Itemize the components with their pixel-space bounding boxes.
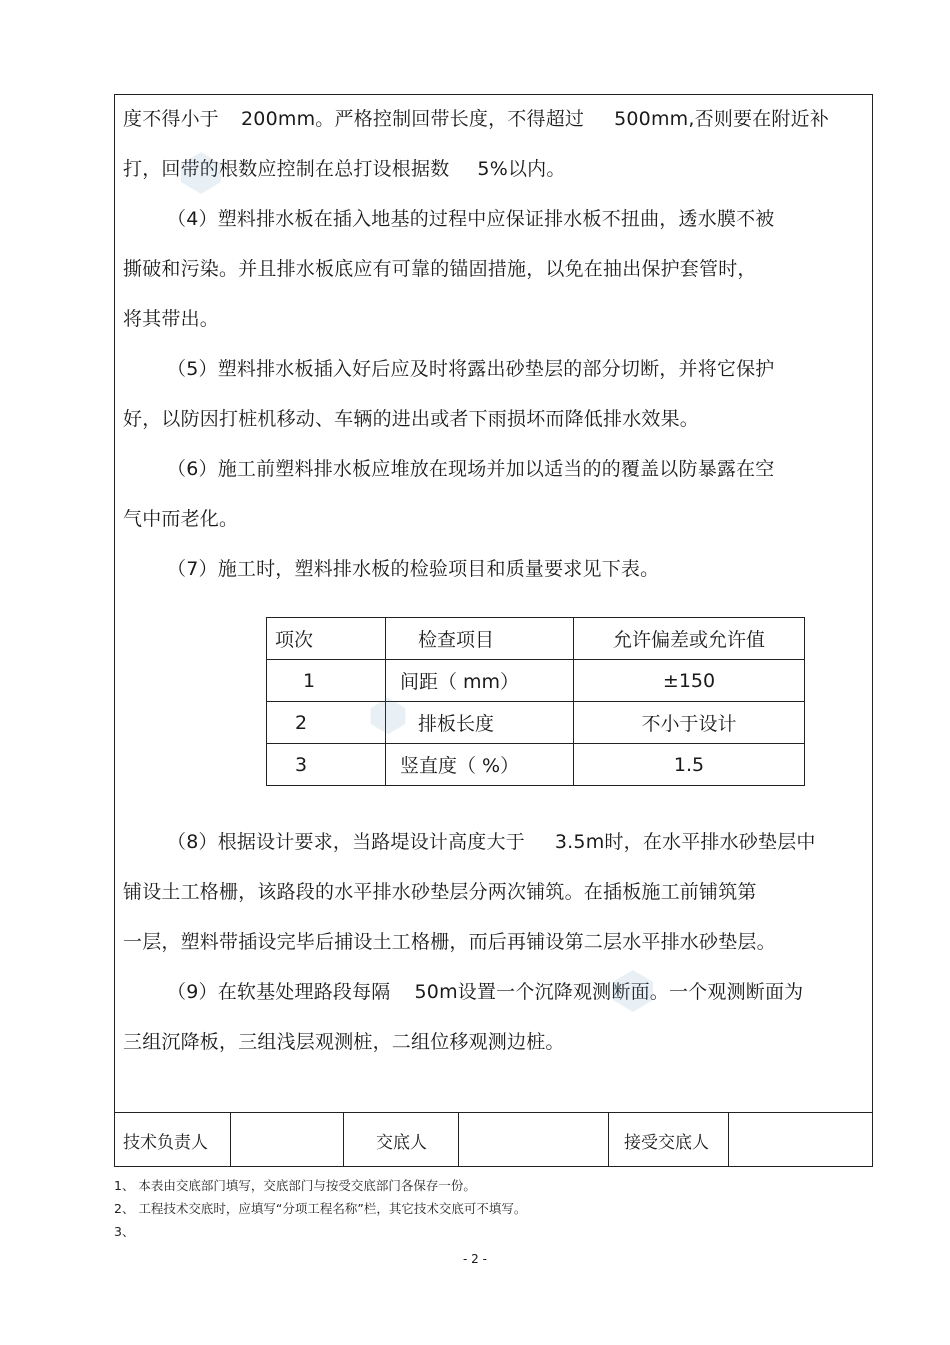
table-cell: 排板长度 <box>386 702 574 744</box>
item-5: （5）塑料排水板插入好后应及时将露出砂垫层的部分切断，并将它保护 <box>167 358 775 380</box>
tech-lead-label: 技术负责人 <box>115 1113 231 1167</box>
watermark-logo-icon <box>368 696 408 736</box>
footnote-3: 3、 <box>114 1224 135 1239</box>
table-row <box>267 660 805 702</box>
text-line: 一层，塑料带插设完毕后捕设土工格栅，而后再铺设第二层水平排水砂垫层。 <box>123 931 776 953</box>
footnote-2: 2、 工程技术交底时，应填写“分项工程名称”栏，其它技术交底可不填写。 <box>114 1201 527 1216</box>
table-row <box>267 702 805 744</box>
signature-row <box>115 1112 872 1167</box>
presenter-signature-field[interactable] <box>459 1113 609 1167</box>
text-line: 将其带出。 <box>123 308 220 330</box>
table-cell: 3 <box>267 744 386 786</box>
table-cell: 1.5 <box>574 744 805 786</box>
text-line: 气中而老化。 <box>123 508 239 530</box>
table-cell: 1 <box>267 660 386 702</box>
item-8: （8）根据设计要求，当路堤设计高度大于 3.5m时，在水平排水砂垫层中 <box>167 831 816 853</box>
page-number: - 2 - <box>463 1252 487 1266</box>
table-cell: 不小于设计 <box>574 702 805 744</box>
receiver-signature-field[interactable] <box>729 1113 872 1167</box>
item-9: （9）在软基处理路段每隔 50m设置一个沉降观测断面。一个观测断面为 <box>167 981 804 1003</box>
table-cell: ±150 <box>574 660 805 702</box>
receiver-label: 接受交底人 <box>609 1113 729 1167</box>
inspection-table <box>266 617 805 786</box>
footnote-1: 1、 本表由交底部门填写，交底部门与按受交底部门各保存一份。 <box>114 1178 476 1193</box>
presenter-label: 交底人 <box>344 1113 459 1167</box>
table-row <box>267 744 805 786</box>
table-cell: 间距（ mm） <box>386 660 574 702</box>
text-line: 度不得小于 200mm。严格控制回带长度，不得超过 500mm,否则要在附近补 <box>123 108 830 130</box>
item-7: （7）施工时，塑料排水板的检验项目和质量要求见下表。 <box>167 558 660 580</box>
item-4: （4）塑料排水板在插入地基的过程中应保证排水板不扭曲，透水膜不被 <box>167 208 775 230</box>
watermark-logo-icon <box>610 968 656 1014</box>
table-header: 允许偏差或允许值 <box>574 618 805 660</box>
tech-lead-signature-field[interactable] <box>231 1113 344 1167</box>
text-line: 打，回带的根数应控制在总打设根据数 5%以内。 <box>123 158 566 180</box>
text-line: 铺设土工格栅，该路段的水平排水砂垫层分两次铺筑。在插板施工前铺筑第 <box>123 881 757 903</box>
text-line: 好，以防因打桩机移动、车辆的进出或者下雨损坏而降低排水效果。 <box>123 408 700 430</box>
table-header: 项次 <box>267 618 386 660</box>
table-cell: 2 <box>267 702 386 744</box>
text-line: 撕破和污染。并且排水板底应有可靠的锚固措施，以免在抽出保护套管时， <box>123 258 757 280</box>
table-header: 检查项目 <box>386 618 574 660</box>
table-header-row <box>267 618 805 660</box>
table-cell: 竖直度（ %） <box>386 744 574 786</box>
text-line: 三组沉降板，三组浅层观测桩，二组位移观测边桩。 <box>123 1031 565 1053</box>
item-6: （6）施工前塑料排水板应堆放在现场并加以适当的的覆盖以防暴露在空 <box>167 458 775 480</box>
disclosure-form-frame <box>114 94 873 1167</box>
watermark-logo-icon <box>178 150 224 196</box>
